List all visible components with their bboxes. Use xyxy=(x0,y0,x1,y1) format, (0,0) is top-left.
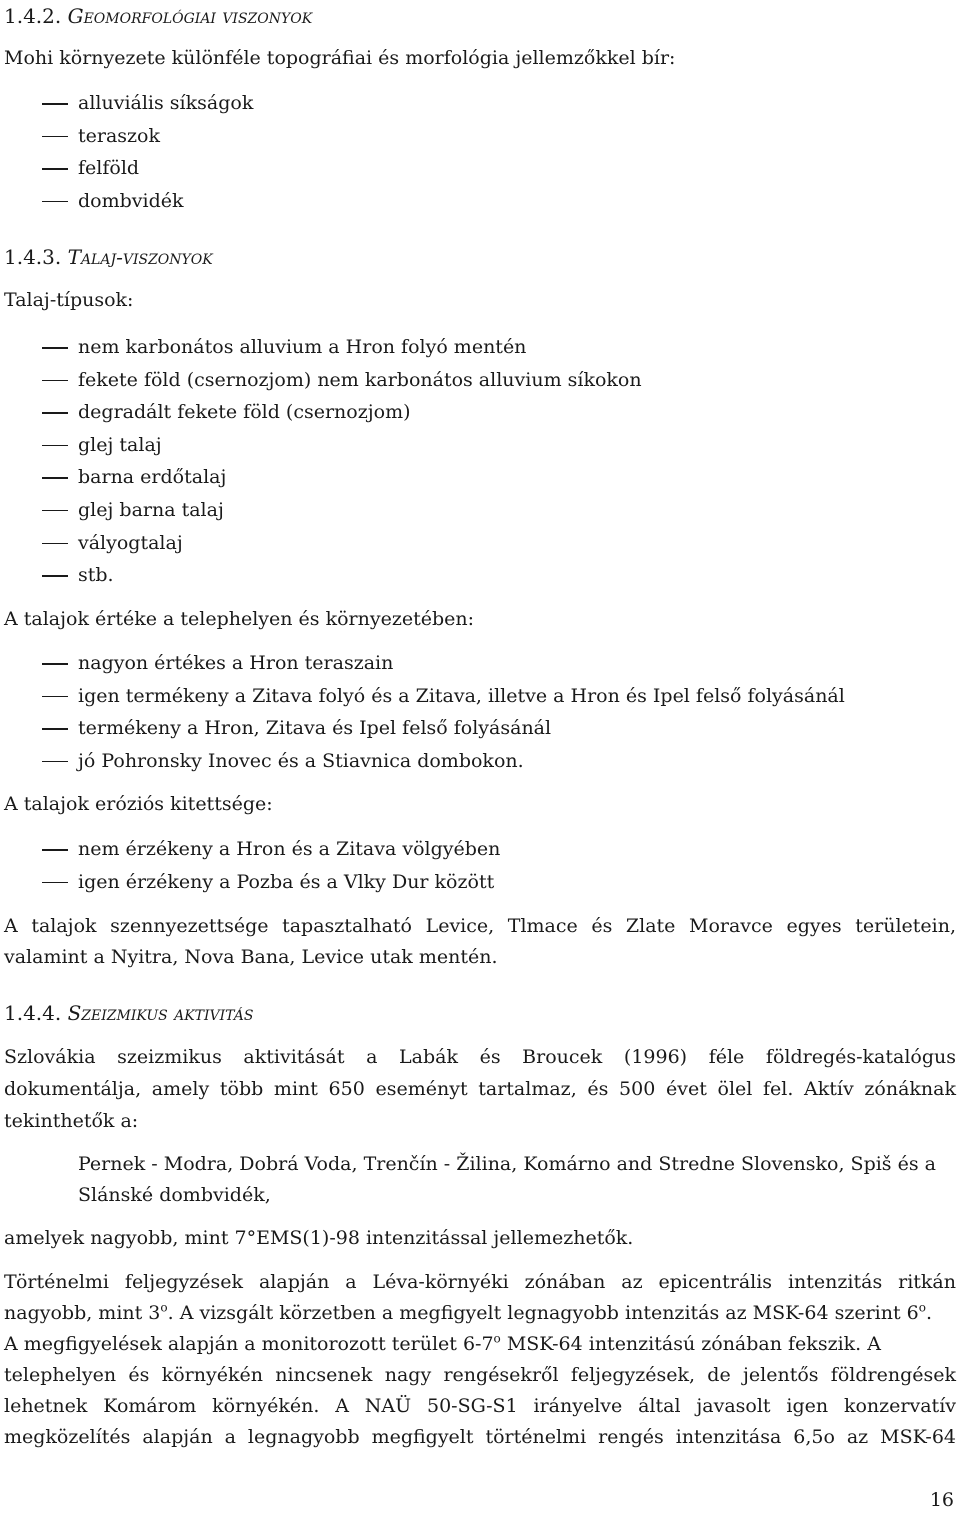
dash-icon xyxy=(42,728,68,730)
dash-icon xyxy=(42,168,68,170)
seismic-p1-line-3: tekinthetők a: xyxy=(4,1110,139,1132)
dash-icon xyxy=(42,201,68,203)
list-item: jó Pohronsky Inovec és a Stiavnica dombokon. xyxy=(4,745,845,778)
section-heading-geomorphology xyxy=(4,0,312,32)
dash-icon xyxy=(42,543,68,545)
zones-line-1: Pernek - Modra, Dobrá Voda, Trenčín - Žilina, Komárno and Stredne Slovensko, Spiš és a xyxy=(78,1153,936,1175)
seismic-p1-line-2: dokumentálja, amely több mint 650 eseményt tartalmaz, és 500 évet ölel fel. Aktív zónáknak xyxy=(4,1078,956,1100)
dash-icon xyxy=(42,575,68,577)
dash-icon xyxy=(42,445,68,447)
pollution-line-1: A talajok szennyezettsége tapasztalható Levice, Tlmace és Zlate Moravce egyes területein, xyxy=(4,915,956,937)
list-item: teraszok xyxy=(4,120,253,153)
soil-types-label: Talaj-típusok: xyxy=(4,289,134,311)
seismic-p3-line-2: nagyobb, mint 3$^o$. A vizsgált körzetben a megfigyelt legnagyobb intenzitás az MSK-64 szerint 6$^o$. xyxy=(4,1300,933,1324)
page-number: 16 xyxy=(929,1489,954,1511)
section-number: 1.4.4. xyxy=(4,1001,62,1025)
seismic-p2: amelyek nagyobb, mint 7°EMS(1)-98 intenzitással jellemezhetők. xyxy=(4,1227,634,1249)
dash-icon xyxy=(42,412,68,414)
section-number: 1.4.3. xyxy=(4,245,62,269)
dash-icon xyxy=(42,477,68,479)
section-heading-seismic xyxy=(4,997,253,1029)
list-item: stb. xyxy=(4,559,642,592)
section-title: Talaj-viszonyok xyxy=(67,245,213,269)
list-item: fekete föld (csernozjom) nem karbonátos alluvium síkokon xyxy=(4,364,642,397)
dash-icon xyxy=(42,849,68,851)
section-title: Geomorfológiai viszonyok xyxy=(67,4,313,28)
soil-types-list xyxy=(4,331,642,592)
dash-icon xyxy=(42,347,68,349)
zones-line-2: Slánské dombvidék, xyxy=(78,1184,271,1206)
list-item: glej barna talaj xyxy=(4,494,642,527)
list-item: nagyon értékes a Hron teraszain xyxy=(4,647,845,680)
list-item: felföld xyxy=(4,152,253,185)
section-heading-soil xyxy=(4,241,213,273)
dash-icon xyxy=(42,663,68,665)
pollution-line-2: valamint a Nyitra, Nova Bana, Levice utak mentén. xyxy=(4,946,498,968)
soil-value-list xyxy=(4,647,845,777)
dash-icon xyxy=(42,510,68,512)
erosion-list xyxy=(4,833,500,898)
seismic-p3-line-1: Történelmi feljegyzések alapján a Léva-környéki zónában az epicentrális intenzitás ritkán xyxy=(4,1271,956,1293)
dash-icon xyxy=(42,136,68,138)
dash-icon xyxy=(42,380,68,382)
list-item: nem érzékeny a Hron és a Zitava völgyében xyxy=(4,833,500,866)
list-item: igen termékeny a Zitava folyó és a Zitava, illetve a Hron és Ipel felső folyásánál xyxy=(4,680,845,713)
list-item: igen érzékeny a Pozba és a Vlky Dur között xyxy=(4,866,500,899)
list-item: dombvidék xyxy=(4,185,253,218)
list-item: barna erdőtalaj xyxy=(4,461,642,494)
seismic-p3-line-3: A megfigyelések alapján a monitorozott terület 6-7$^o$ MSK-64 intenzitású zónában fekszik. A xyxy=(4,1331,881,1355)
soil-value-label: A talajok értéke a telephelyen és környezetében: xyxy=(4,608,475,630)
seismic-p3-line-4: telephelyen és környékén nincsenek nagy rengésekről feljegyzések, de jelentős földrengések xyxy=(4,1364,956,1386)
seismic-p3-line-6: megközelítés alapján a legnagyobb megfigyelt történelmi rengés intenzitása 6,5o az MSK-64 xyxy=(4,1426,956,1448)
seismic-p1-line-1: Szlovákia szeizmikus aktivitását a Labák és Broucek (1996) féle földregés-katalógus xyxy=(4,1046,956,1068)
list-item: termékeny a Hron, Zitava és Ipel felső folyásánál xyxy=(4,712,845,745)
list-item: degradált fekete föld (csernozjom) xyxy=(4,396,642,429)
geomorphology-list xyxy=(4,87,253,217)
dash-icon xyxy=(42,103,68,105)
list-item: nem karbonátos alluvium a Hron folyó mentén xyxy=(4,331,642,364)
section-number: 1.4.2. xyxy=(4,4,62,28)
dash-icon xyxy=(42,882,68,884)
list-item: vályogtalaj xyxy=(4,527,642,560)
geomorphology-intro: Mohi környezete különféle topográfiai és morfológia jellemzőkkel bír: xyxy=(4,47,676,69)
section-title: Szeizmikus aktivitás xyxy=(67,1001,254,1025)
dash-icon xyxy=(42,696,68,698)
seismic-p3-line-5: lehetnek Komárom környékén. A NAÜ 50-SG-S1 irányelve által javasolt igen konzervatív xyxy=(4,1395,956,1417)
list-item: alluviális síkságok xyxy=(4,87,253,120)
dash-icon xyxy=(42,761,68,763)
erosion-label: A talajok eróziós kitettsége: xyxy=(4,793,273,815)
list-item: glej talaj xyxy=(4,429,642,462)
